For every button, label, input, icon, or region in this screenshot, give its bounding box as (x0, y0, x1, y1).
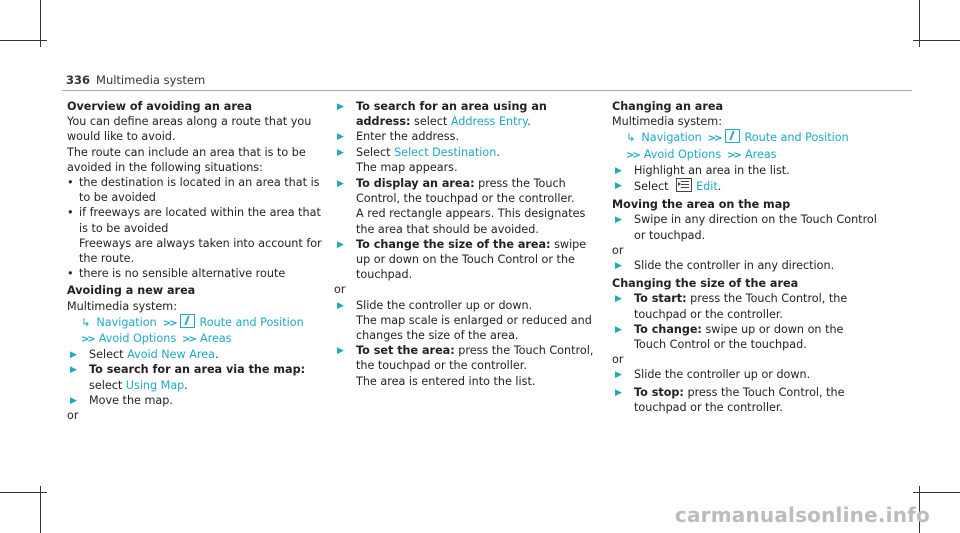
crop-mark (0, 40, 47, 41)
column-middle (334, 99, 599, 389)
step-arrow-icon: ▶ (337, 102, 344, 112)
link-avoid-new-area[interactable]: Avoid New Area (127, 348, 216, 362)
path-navigation[interactable]: Navigation (96, 315, 157, 329)
heading-overview: Overview of avoiding an area (67, 100, 252, 113)
freeways-note: Freeways are always taken into account for the route. (79, 236, 322, 266)
page-number: 336 (66, 73, 91, 87)
step-arrow-icon: ▶ (615, 387, 622, 398)
bullet-item: • if freeways are located within the area that is to be avoided (67, 205, 332, 235)
path-avoid-options[interactable]: Avoid Options (98, 332, 177, 346)
bullet-item: • the destination is located in an area that is to be avoided (67, 175, 332, 205)
step-item: ▶ Highlight an area in the list. (612, 163, 877, 178)
menu-path (612, 129, 877, 162)
route-text: The route can include an area that is to be avoided in the following situations: (67, 145, 306, 174)
chevron-right-icon: >> (727, 149, 740, 161)
chevron-right-icon: >> (182, 334, 195, 346)
path-areas[interactable]: Areas (199, 332, 232, 346)
step-item: ▶ Enter the address. (334, 129, 599, 144)
chevron-right-icon: >> (162, 317, 176, 329)
section-title: Multimedia system (96, 73, 206, 87)
page-header (66, 73, 205, 87)
step-item: ▶ Move the map. (67, 393, 332, 408)
step-arrow-icon: ▶ (615, 165, 622, 176)
step-item: ▶ Slide the controller up or down. The map scale is enlarged or reduced and changes the size of the area. (337, 298, 592, 343)
step-item: ▶ To start: press the Touch Control, the touchpad or the controller. (615, 292, 848, 321)
turn-arrow-icon: ↳ (81, 315, 91, 329)
edit-menu-icon (676, 178, 692, 192)
step-item: ▶ To display an area: press the Touch Control, the touchpad or the controller. A red rectangle appears. This designates the area that should be avoided. (337, 177, 586, 236)
step-arrow-icon: ▶ (337, 132, 344, 143)
step-item: ▶ To change: swipe up or down on the Touch Control or the touchpad. (615, 322, 844, 352)
step-item: ▶ To set the area: press the Touch Control, the touchpad or the controller. The area is entered into the list. (337, 344, 594, 388)
path-avoid-options[interactable]: Avoid Options (643, 147, 722, 161)
crop-mark (0, 492, 47, 493)
ms-label: Multimedia system: (612, 115, 722, 129)
path-areas[interactable]: Areas (744, 147, 777, 161)
or-text: or (67, 409, 79, 423)
or-text: or (612, 353, 624, 367)
column-right (612, 99, 877, 415)
step-arrow-icon: ▶ (615, 294, 622, 305)
chevron-right-icon: >> (707, 133, 721, 145)
step-item: ▶ Select Select Destination. The map appears. (337, 145, 500, 174)
step-arrow-icon: ▶ (337, 147, 344, 158)
step-item: ▶ To stop: press the Touch Control, the touchpad or the controller. (615, 385, 845, 414)
step-arrow-icon: ▶ (70, 350, 77, 361)
menu-path (67, 314, 332, 347)
step-item: ▶ To change the size of the area: swipe up or down on the Touch Control or the touchpad. (337, 237, 587, 282)
heading-moving-area: Moving the area on the map (612, 198, 791, 212)
watermark: carmanualsonline.info (674, 503, 930, 527)
link-using-map[interactable]: Using Map (125, 378, 185, 392)
header-rule (62, 90, 912, 91)
chevron-right-icon: >> (81, 334, 94, 346)
link-edit[interactable]: Edit (696, 180, 718, 194)
step-item: ▶ To search for an area via the map: select Using Map. (70, 363, 306, 392)
navigation-road-icon (725, 129, 740, 143)
step-arrow-icon: ▶ (615, 181, 622, 192)
step-item: ▶ Swipe in any direction on the Touch Control or touchpad. (615, 213, 877, 242)
step-item: ▶ Slide the controller up or down. (612, 367, 877, 382)
step-arrow-icon: ▶ (337, 239, 344, 250)
step-item: ▶ Select Edit. (615, 180, 722, 194)
column-left (67, 99, 332, 423)
or-text: or (334, 283, 346, 297)
step-arrow-icon: ▶ (70, 365, 77, 376)
step-arrow-icon: ▶ (615, 215, 622, 226)
step-arrow-icon: ▶ (70, 395, 77, 406)
link-select-destination[interactable]: Select Destination (394, 145, 497, 159)
bullet-item: • there is no sensible alternative route (67, 266, 332, 281)
heading-avoid-new: Avoiding a new area (67, 284, 196, 298)
chevron-right-icon: >> (626, 149, 639, 161)
step-arrow-icon: ▶ (615, 324, 622, 335)
link-address-entry[interactable]: Address Entry (450, 115, 528, 129)
heading-changing-area: Changing an area (612, 100, 724, 113)
path-navigation[interactable]: Navigation (641, 131, 702, 145)
heading-changing-size: Changing the size of the area (612, 277, 799, 291)
path-route-position[interactable]: Route and Position (199, 315, 304, 329)
path-route-position[interactable]: Route and Position (744, 131, 849, 145)
step-item: ▶ Slide the controller in any direction. (612, 258, 877, 273)
step-arrow-icon: ▶ (337, 300, 344, 311)
step-arrow-icon: ▶ (337, 179, 344, 190)
turn-arrow-icon: ↳ (626, 131, 636, 145)
step-item: ▶ Select Avoid New Area. (67, 347, 332, 362)
step-arrow-icon: ▶ (615, 261, 622, 272)
ms-label: Multimedia system: (67, 299, 177, 313)
or-text: or (612, 243, 624, 257)
step-arrow-icon: ▶ (615, 370, 622, 381)
step-arrow-icon: ▶ (337, 346, 344, 357)
navigation-road-icon (180, 314, 195, 328)
crop-mark (40, 486, 41, 533)
step-item: ▶ To search for an area using an address: select Address Entry. (337, 100, 547, 129)
crop-mark (913, 40, 960, 41)
crop-mark (913, 492, 960, 493)
intro-text: You can define areas along a route that you would like to avoid. (67, 115, 312, 144)
